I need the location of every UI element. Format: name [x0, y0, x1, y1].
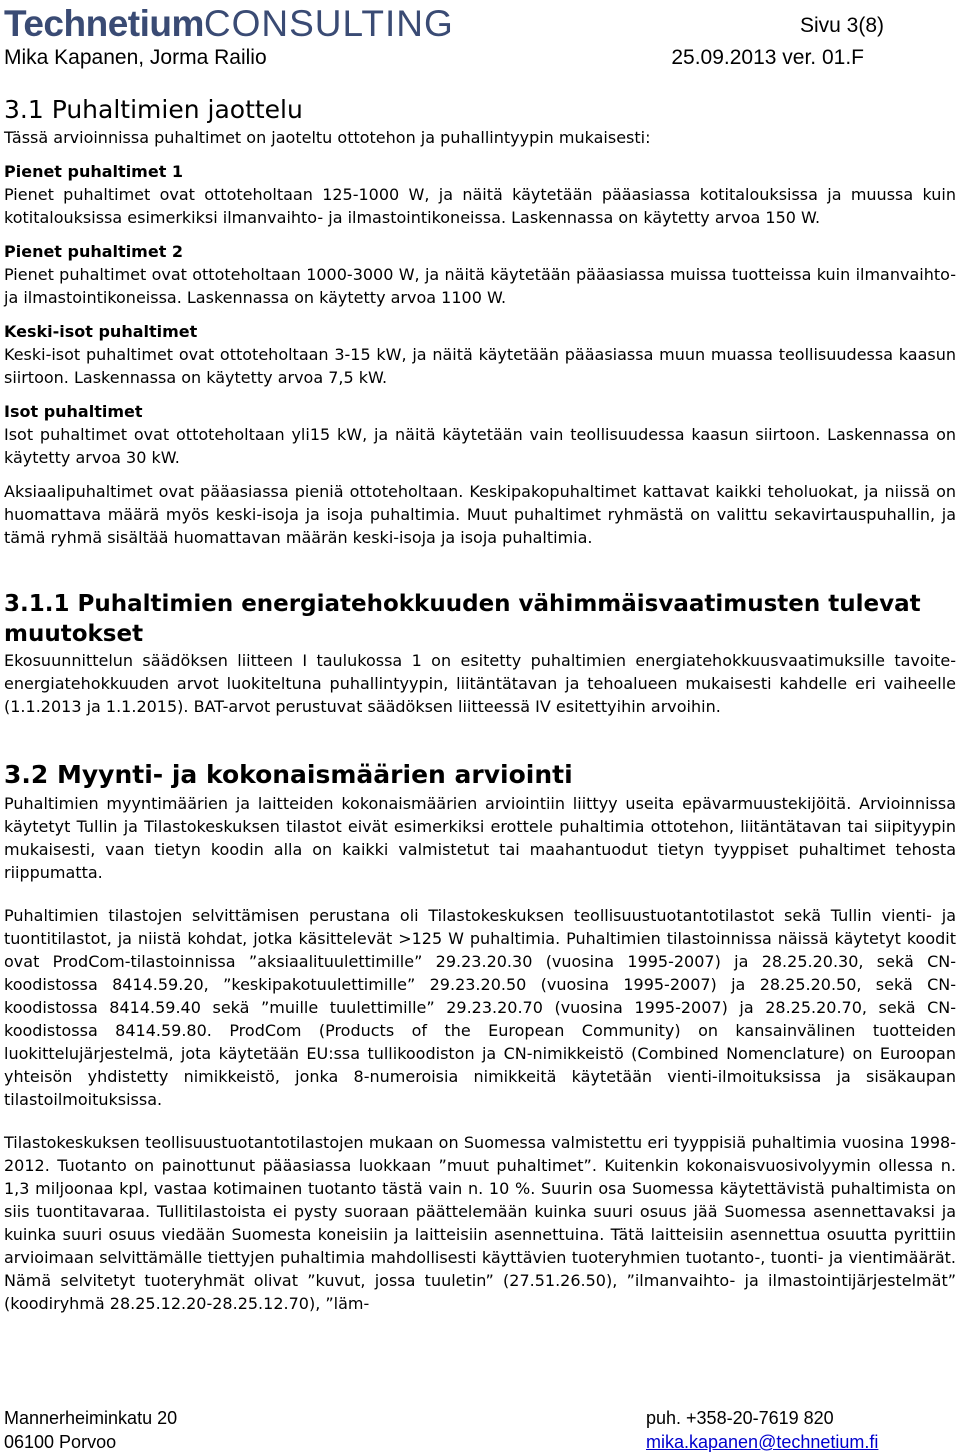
footer-email-link[interactable]: mika.kapanen@technetium.fi [646, 1432, 879, 1452]
page-header [4, 4, 956, 74]
footer-contact [646, 1406, 878, 1454]
logo-light-text: CONSULTING [203, 3, 454, 44]
page-number: Sivu 3(8) [799, 14, 884, 37]
paragraph-sales-3: Tilastokeskuksen teollisuustuotantotilastojen mukaan on Suomessa valmistettu eri tyyppisiä puhaltimia vuosina 1998-2012. Tuotanto on painottunut pääasiassa luokkaan ”muut puhaltimet”. Kuitenkin kokonaisvuosivolyymin ollessa n. 1,3 miljoonaa kpl, vastaa kotimainen tuotanto tästä vain n. 10 %. Suurin osa Suomessa käytettävistä puhaltimista on siis tuontitavaraa. Tullitilastoista ei pysty suoraan päättelemään kuinka suuri osuus jää Suomessa asennettavaksi ja kuinka suuri osuus viedään Suomesta koneisiin ja laitteisiin asennettuina. Tätä laitteisiin asennettua osuutta pyrittiin arvioimaan selvittämälle tiettyjen puhaltimia mahdollisesti käyttävien tuoteryhmien tuotanto-, tuonti- ja vientimäärät. Nämä selvitetyt tuoteryhmät olivat ”kuvut, jossa tuuletin” (27.51.26.50), ”ilmanvaihto- ja ilmastointijärjestelmät” (koodiryhmä 28.25.12.20-28.25.12.70), ”läm- [4, 1133, 956, 1313]
paragraph-large-fans: Isot puhaltimet ovat ottoteholtaan yli15 kW, ja näitä käytetään vain teollisuudessa kaasun siirtoon. Laskennassa on käytetty arvoa 30 kW. [4, 425, 956, 467]
footer-city: 06100 Porvoo [4, 1432, 117, 1452]
authors: Mika Kapanen, Jorma Railio [4, 46, 267, 69]
footer-phone: puh. +358-20-7619 820 [646, 1408, 834, 1428]
paragraph-sales-2: Puhaltimien tilastojen selvittämisen perustana oli Tilastokeskuksen teollisuustuotantotilastot sekä Tullin vienti- ja tuontitilastot, ja niistä kohdat, jotka käsittelevät >125 W puhaltimia. Puhaltimien tilastoinnissa näissä käytetyt koodit ovat ProdCom-tilastoinnissa ”aksiaalituulettimille” 29.23.20.30 (vuosina 1995-2007) ja 28.25.20.30, sekä CN-koodistossa 8414.59.20, ”keskipakotuulettimille” 29.23.20.50 (vuosina 1995-2007) ja 28.25.20.50, sekä CN-koodistossa 8414.59.40 sekä ”muille tuulettimille” 29.23.20.70 (vuosina 1995-2007) ja 28.25.20.70, sekä CN-koodistossa 8414.59.80. ProdCom (Products of the European Community) on kansainvälinen tuotteiden luokittelujärjestelmä, jota käytetään EU:ssa tullikoodiston ja CN-nimikkeistö (Combined Nomenclature) on Euroopan yhteisön yhdistetty nimikkeistö, jonka 8-numeroisia nimikkeitä käytetään vienti-ilmoituksissa ja sisäkaupan tilastoilmoituksissa. [4, 906, 956, 1109]
paragraph-sales-1: Puhaltimien myyntimäärien ja laitteiden kokonaismäärien arviointiin liittyy useita epävarmuustekijöitä. Arvioinnissa käytetyt Tullin ja Tilastokeskuksen tilastot eivät esimerkiksi erottele puhaltimia ottotehon, liitäntätavan tai siipityypin mukaisesti, vaan tietyn koodin alla on kaikki valmistetut tai maahantuodut tietyn tyyppiset puhaltimet tehosta riippumatta. [4, 794, 956, 882]
subheading-large-fans: Isot puhaltimet [4, 402, 143, 421]
paragraph-small-fans-2: Pienet puhaltimet ovat ottoteholtaan 1000-3000 W, ja näitä käytetään pääasiassa muissa tuotteissa kuin ilmanvaihto- ja ilmastointikoneissa. Laskennassa on käytetty arvoa 1100 W. [4, 265, 956, 307]
paragraph-fan-types: Aksiaalipuhaltimet ovat pääasiassa pieniä ottoteholtaan. Keskipakopuhaltimet kattavat kaikki teholuokat, ja niissä on huomattava määrä myös keski-isoja ja isoja puhaltimia. Muut puhaltimet ryhmästä on valittu sekavirtauspuhallin, ja tämä ryhmä sisältää huomattavan määrän keski-isoja ja isoja puhaltimia. [4, 482, 956, 547]
document-date: 25.09.2013 ver. 01.F [671, 46, 864, 69]
section-3-1-1-title: 3.1.1 Puhaltimien energiatehokkuuden vähimmäisvaatimusten tulevat muutokset [4, 591, 921, 647]
section-3-2-title: 3.2 Myynti- ja kokonaismäärien arviointi [4, 760, 573, 789]
paragraph-small-fans-1: Pienet puhaltimet ovat ottoteholtaan 125-1000 W, ja näitä käytetään pääasiassa kotitalouksissa ja muussa kuin kotitalouksissa esimerkiksi ilmanvaihto- ja ilmastointikoneissa. Laskennassa on käytetty arvoa 150 W. [4, 185, 956, 227]
document-body [4, 94, 956, 1315]
subheading-medium-fans: Keski-isot puhaltimet [4, 322, 198, 341]
company-logo [4, 4, 454, 44]
paragraph-medium-fans: Keski-isot puhaltimet ovat ottoteholtaan 3-15 kW, ja näitä käytetään pääasiassa muun muassa teollisuudessa kaasun siirtoon. Laskennassa on käytetty arvoa 7,5 kW. [4, 345, 956, 387]
section-3-1-intro: Tässä arvioinnissa puhaltimet on jaoteltu ottotehon ja puhallintyypin mukaisesti: [4, 128, 651, 147]
subheading-small-fans-2: Pienet puhaltimet 2 [4, 242, 184, 261]
paragraph-efficiency: Ekosuunnittelun säädöksen liitteen I taulukossa 1 on esitetty puhaltimien energiatehokkuusvaatimuksille tavoite-energiatehokkuuden arvot luokiteltuna puhallintyypin, liitäntätavan ja tehoalueen mukaisesti kahdelle eri vaiheelle (1.1.2013 ja 1.1.2015). BAT-arvot perustuvat säädöksen liitteessä IV esitettyihin arvoihin. [4, 651, 956, 716]
subheading-small-fans-1: Pienet puhaltimet 1 [4, 162, 184, 181]
page-footer [4, 1406, 956, 1454]
footer-street: Mannerheiminkatu 20 [4, 1408, 178, 1428]
footer-address [4, 1406, 177, 1454]
section-3-1-title: 3.1 Puhaltimien jaottelu [4, 95, 303, 124]
logo-bold-text: Technetium [4, 3, 204, 44]
